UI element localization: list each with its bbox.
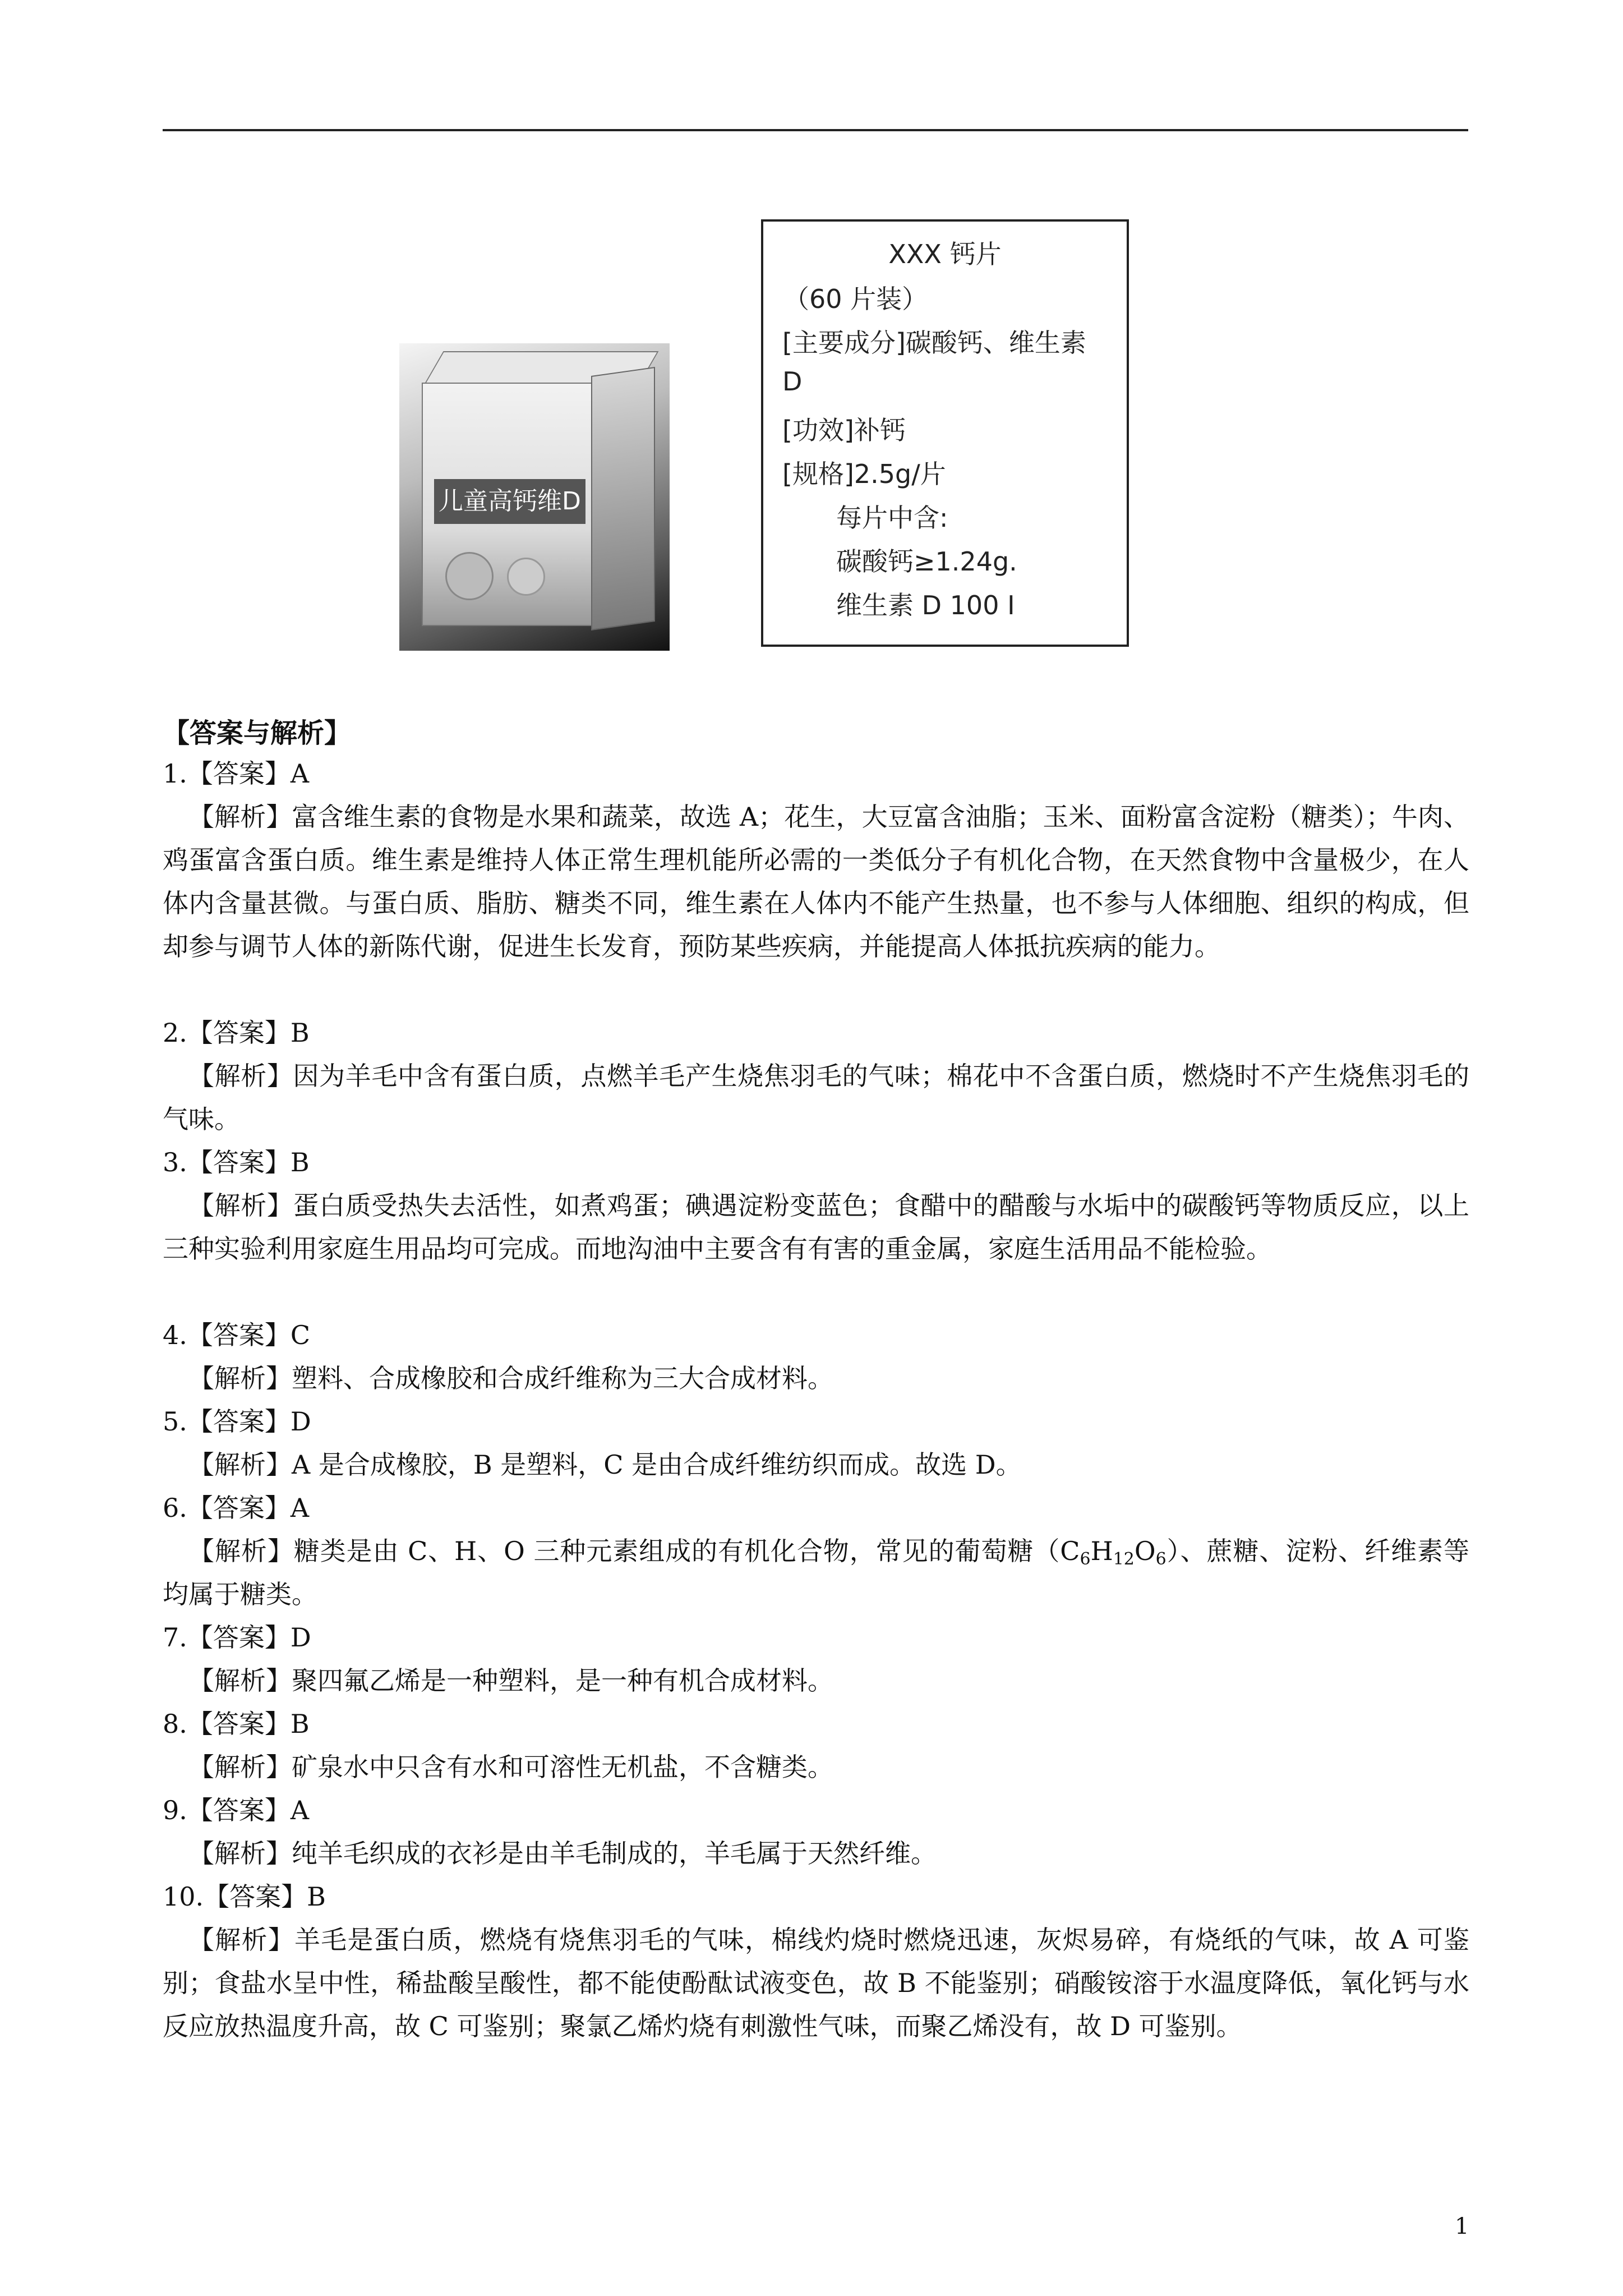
label-pack: （60 片装）: [783, 284, 928, 314]
subscript: 6: [1080, 1549, 1091, 1569]
label-effect: [功效]补钙: [782, 415, 906, 445]
analysis-text: 【解析】糖类是由 C、H、O 三种元素组成的有机化合物，常见的葡萄糖（C: [188, 1536, 1080, 1566]
box-front: [422, 383, 592, 626]
subscript: 6: [1155, 1549, 1166, 1569]
answer-line: 5.【答案】D: [163, 1406, 311, 1437]
analysis-paragraph: 【解析】因为羊毛中含有蛋白质，点燃羊毛产生烧焦羽毛的气味；棉花中不含蛋白质，燃烧时不产生烧焦羽毛的气味。: [163, 1061, 1469, 1134]
label-ingredients-cont: D: [782, 366, 803, 397]
box-side: [591, 367, 655, 631]
answer-line: 4.【答案】C: [163, 1320, 311, 1350]
label-title: XXX 钙片: [888, 239, 1002, 269]
analysis-paragraph: 【解析】塑料、合成橡胶和合成纤维称为三大合成材料。: [188, 1363, 833, 1393]
page-number: 1: [1455, 2214, 1469, 2239]
answer-line: 10.【答案】B: [163, 1881, 326, 1912]
answer-line: 2.【答案】B: [163, 1018, 310, 1048]
analysis-paragraph: 【解析】羊毛是蛋白质，燃烧有烧焦羽毛的气味，棉线灼烧时燃烧迅速，灰烬易碎，有烧纸的气味，故 A 可鉴别；食盐水呈中性，稀盐酸呈酸性，都不能使酚酞试液变色，故 B 不能鉴别；硝酸铵溶于水温度降低，氧化钙与水反应放热温度升高，故 C 可鉴别；聚氯乙烯灼烧有刺激性气味，而聚乙烯没有，故 D 可鉴别。: [163, 1925, 1469, 2041]
analysis-paragraph: 【解析】A 是合成橡胶，B 是塑料，C 是由合成纤维纺织而成。故选 D。: [188, 1450, 1022, 1480]
label-spec: [规格]2.5g/片: [782, 459, 946, 489]
formula-letter: H: [1090, 1536, 1113, 1566]
answer-line: 1.【答案】A: [163, 758, 310, 789]
analysis-paragraph: 【解析】蛋白质受热失去活性，如煮鸡蛋；碘遇淀粉变蓝色；食醋中的醋酸与水垢中的碳酸钙等物质反应，以上三种实验利用家庭生用品均可完成。而地沟油中主要含有有害的重金属，家庭生活用品不能检验。: [163, 1190, 1469, 1264]
answer-line: 6.【答案】A: [163, 1493, 310, 1523]
label-per-tablet: 每片中含:: [836, 503, 948, 533]
analysis-paragraph: 【解析】富含维生素的食物是水果和蔬菜，故选 A；花生，大豆富含油脂；玉米、面粉富含淀粉（糖类）；牛肉、鸡蛋富含蛋白质。维生素是维持人体正常生理机能所必需的一类低分子有机化合物，在天然食物中含量极少，在人体内含量甚微。与蛋白质、脂肪、糖类不同，维生素在人体内不能产生热量，也不参与人体细胞、组织的构成，但却参与调节人体的新陈代谢，促进生长发育，预防某些疾病，并能提高人体抵抗疾病的能力。: [163, 802, 1469, 961]
calcium-box-image: [399, 343, 670, 651]
analysis-paragraph: 【解析】矿泉水中只含有水和可溶性无机盐，不含糖类。: [188, 1752, 833, 1782]
box-circle-icon: [507, 558, 545, 596]
box-circle-icon: [445, 552, 494, 600]
analysis-paragraph: 【解析】聚四氟乙烯是一种塑料，是一种有机合成材料。: [188, 1665, 833, 1696]
answer-line: 3.【答案】B: [163, 1147, 310, 1177]
analysis-text: ）、蔗糖、淀粉、纤维素等均属于糖类。: [163, 1536, 1470, 1609]
header-rule: [163, 129, 1468, 131]
analysis-paragraph: [163, 1530, 1469, 1616]
label-vitd: 维生素 D 100 I: [836, 590, 1015, 620]
product-label: [761, 219, 1129, 647]
answer-line: 8.【答案】B: [163, 1709, 310, 1739]
analysis-paragraph: 【解析】纯羊毛织成的衣衫是由羊毛制成的，羊毛属于天然纤维。: [188, 1838, 937, 1869]
label-caco3: 碳酸钙≥1.24g.: [836, 546, 1017, 577]
answer-line: 7.【答案】D: [163, 1622, 311, 1653]
answer-line: 9.【答案】A: [163, 1795, 310, 1825]
box-brand-label: 儿童高钙维D: [434, 479, 585, 524]
section-heading: 【答案与解析】: [163, 717, 352, 749]
formula-letter: O: [1134, 1536, 1156, 1566]
subscript: 12: [1113, 1549, 1135, 1569]
label-ingredients: [主要成分]碳酸钙、维生素: [782, 328, 1086, 358]
